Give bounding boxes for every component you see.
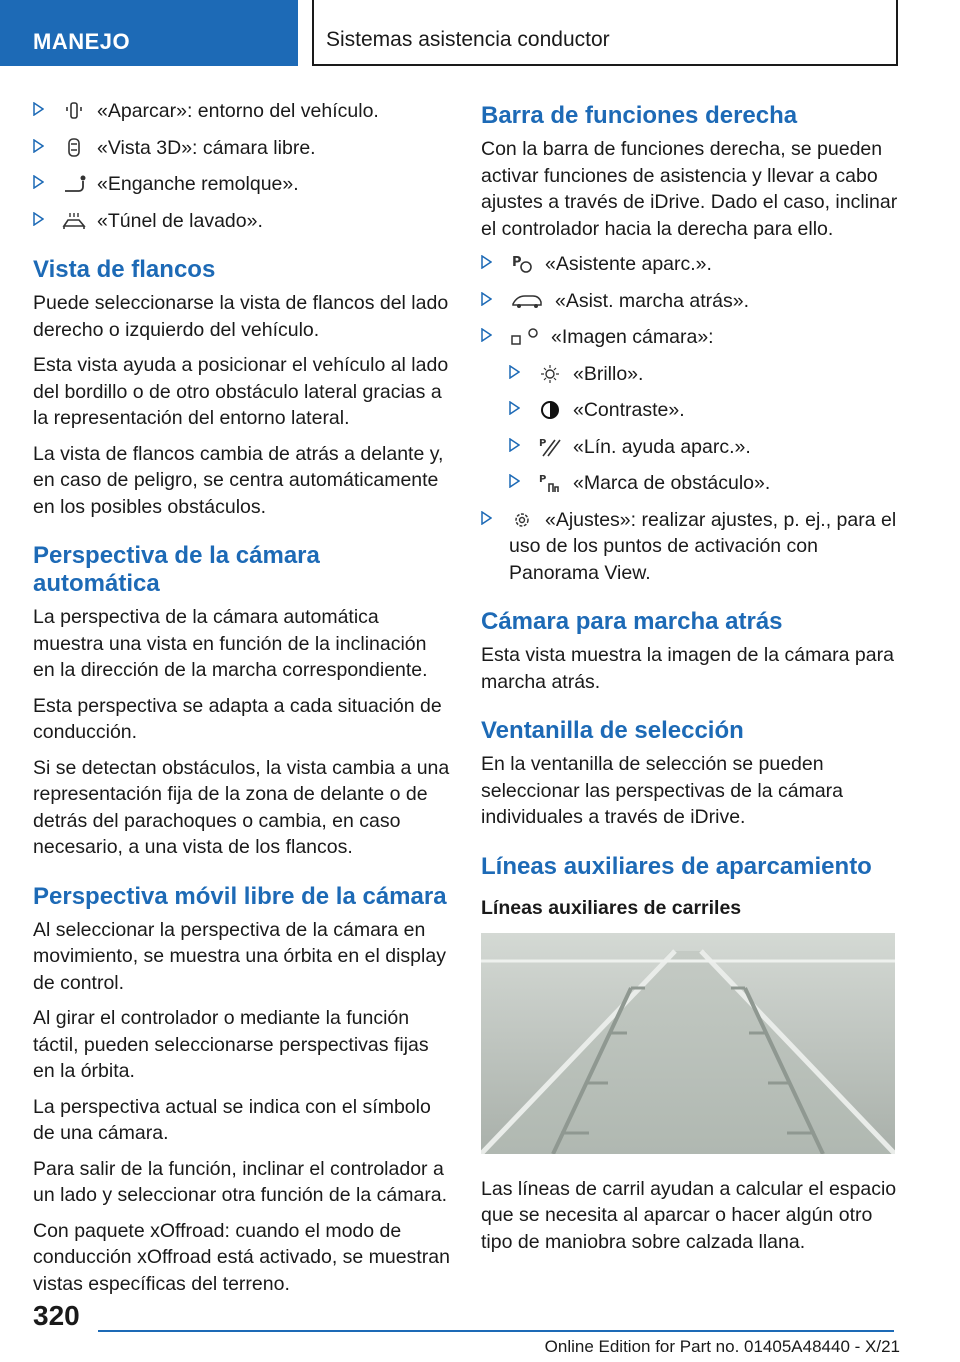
bullet-triangle-icon <box>33 212 44 226</box>
paragraph: Para salir de la función, inclinar el controlador a un lado y seleccionar otra función de la cámara. <box>33 1157 448 1206</box>
paragraph: Al seleccionar la perspectiva de la cámara en movimiento, se muestra una órbita en el display de control. <box>33 918 446 994</box>
trailer-hitch-icon <box>61 173 87 195</box>
chapter-box <box>312 0 898 66</box>
section-title: Vista de flancos <box>33 256 216 283</box>
bullet-triangle-icon <box>33 102 44 116</box>
item-text: «Brillo». <box>573 362 644 385</box>
chapter-label: Sistemas asistencia conductor <box>326 28 610 51</box>
section-title: Ventanilla de selección <box>481 717 744 744</box>
car-wash-icon <box>61 210 87 232</box>
item-text: «Ajustes»: realizar ajustes, p. ej., para el uso de los puntos de activación con Panorama View. <box>509 508 897 584</box>
item-text: «Asist. marcha atrás». <box>555 289 749 312</box>
svg-text:P: P <box>539 437 547 449</box>
list-item <box>33 135 453 162</box>
paragraph: La vista de flancos cambia de atrás a delante y, en caso de peligro, se centra automáticamente en los posibles obstáculos. <box>33 442 444 518</box>
bullet-triangle-icon <box>509 365 520 379</box>
list-item <box>509 397 901 424</box>
list-item <box>33 98 453 125</box>
bullet-triangle-icon <box>509 401 520 415</box>
figure-caption: Las líneas de carril ayudan a calcular el espacio que se necesita al aparcar o hacer algún otro tipo de maniobra sobre calzada llana. <box>481 1177 897 1253</box>
list-item <box>481 251 901 278</box>
list-item <box>481 288 901 315</box>
page-header <box>0 0 960 66</box>
section-title: Barra de funciones derecha <box>481 102 798 129</box>
paragraph: Al girar el controlador o mediante la función táctil, pueden seleccionarse perspectivas fijas en la órbita. <box>33 1007 429 1082</box>
paragraph: La perspectiva actual se indica con el símbolo de una cámara. <box>33 1095 431 1144</box>
item-text: «Contraste». <box>573 399 685 421</box>
paragraph: Con paquete xOffroad: cuando el modo de conducción xOffroad está activado, se muestran vistas específicas del terreno. <box>33 1219 450 1295</box>
subsection-title: Líneas auxiliares de carriles <box>481 896 742 919</box>
item-text: «Lín. ayuda aparc.». <box>573 435 751 458</box>
item-text: «Enganche remolque». <box>97 173 299 195</box>
bullet-triangle-icon <box>509 438 520 452</box>
section-title: Perspectiva de la cámara automática <box>33 542 320 597</box>
bullet-triangle-icon <box>481 511 492 525</box>
item-text: «Imagen cámara»: <box>551 326 714 348</box>
section-title: Líneas auxiliares de aparcamiento <box>481 852 872 880</box>
paragraph: La perspectiva de la cámara automática muestra una vista en función de la inclinación en la dirección de la marcha correspondiente. <box>33 606 428 681</box>
bullet-triangle-icon <box>481 292 492 306</box>
paragraph: Si se detectan obstáculos, la vista cambia a una representación fija de la zona de delante o de detrás del parachoques o cambia, en caso necesario, a una vista de los flancos. <box>33 756 450 858</box>
paragraph: En la ventanilla de selección se pueden seleccionar las perspectivas de la cámara individuales a través de iDrive. <box>481 753 844 828</box>
bullet-triangle-icon <box>481 255 492 269</box>
gear-icon <box>509 509 535 531</box>
paragraph: Puede seleccionarse la vista de flancos del lado derecho o izquierdo del vehículo. <box>33 292 449 341</box>
item-text: «Túnel de lavado». <box>97 209 263 232</box>
paragraph: Esta vista muestra la imagen de la cámara para marcha atrás. <box>481 644 894 693</box>
item-text: «Asistente aparc.». <box>545 253 712 275</box>
item-text: «Marca de obstáculo». <box>573 472 771 494</box>
item-text: «Vista 3D»: cámara libre. <box>97 136 316 159</box>
brightness-icon <box>537 363 563 385</box>
left-column <box>33 98 453 1306</box>
car-3d-icon <box>61 137 87 159</box>
camera-settings-icon <box>509 326 541 348</box>
bullet-triangle-icon <box>481 328 492 342</box>
section-tab <box>0 0 298 66</box>
paragraph: Con la barra de funciones derecha, se pueden activar funciones de asistencia y llevar a cabo ajustes a través de iDrive. Dado el caso, inclinar el controlador hacia la derecha para ello. <box>481 138 898 240</box>
page-number: 320 <box>33 1300 80 1331</box>
section-title: Cámara para marcha atrás <box>481 608 783 635</box>
parking-lines-icon <box>537 436 563 458</box>
lane-lines-figure <box>481 933 895 1154</box>
list-item <box>509 470 901 497</box>
bullet-triangle-icon <box>33 175 44 189</box>
paragraph: Esta vista ayuda a posicionar el vehículo al lado del bordillo o de otro obstáculo lateral gracias a la representación del entorno lateral. <box>33 354 449 429</box>
list-item <box>481 507 901 587</box>
bullet-triangle-icon <box>33 139 44 153</box>
parking-icon <box>61 100 87 122</box>
svg-text:P: P <box>539 474 547 485</box>
list-item <box>481 324 901 351</box>
obstacle-marking-icon <box>537 472 563 494</box>
svg-text:P: P <box>512 255 522 270</box>
right-column <box>481 98 901 1264</box>
list-item <box>509 434 901 461</box>
list-item <box>509 361 901 388</box>
footer-divider <box>98 1330 894 1332</box>
list-item <box>33 208 453 235</box>
contrast-icon <box>537 399 563 421</box>
list-item <box>33 171 453 198</box>
parking-assistant-icon <box>509 253 535 275</box>
item-text: «Aparcar»: entorno del vehículo. <box>97 100 379 122</box>
footer-edition: Online Edition for Part no. 01405A48440 - X/21 <box>544 1337 900 1356</box>
section-label: MANEJO <box>33 29 131 54</box>
reversing-assistant-icon <box>509 290 545 312</box>
bullet-triangle-icon <box>509 474 520 488</box>
paragraph: Esta perspectiva se adapta a cada situación de conducción. <box>33 694 442 743</box>
section-title: Perspectiva móvil libre de la cámara <box>33 882 447 910</box>
